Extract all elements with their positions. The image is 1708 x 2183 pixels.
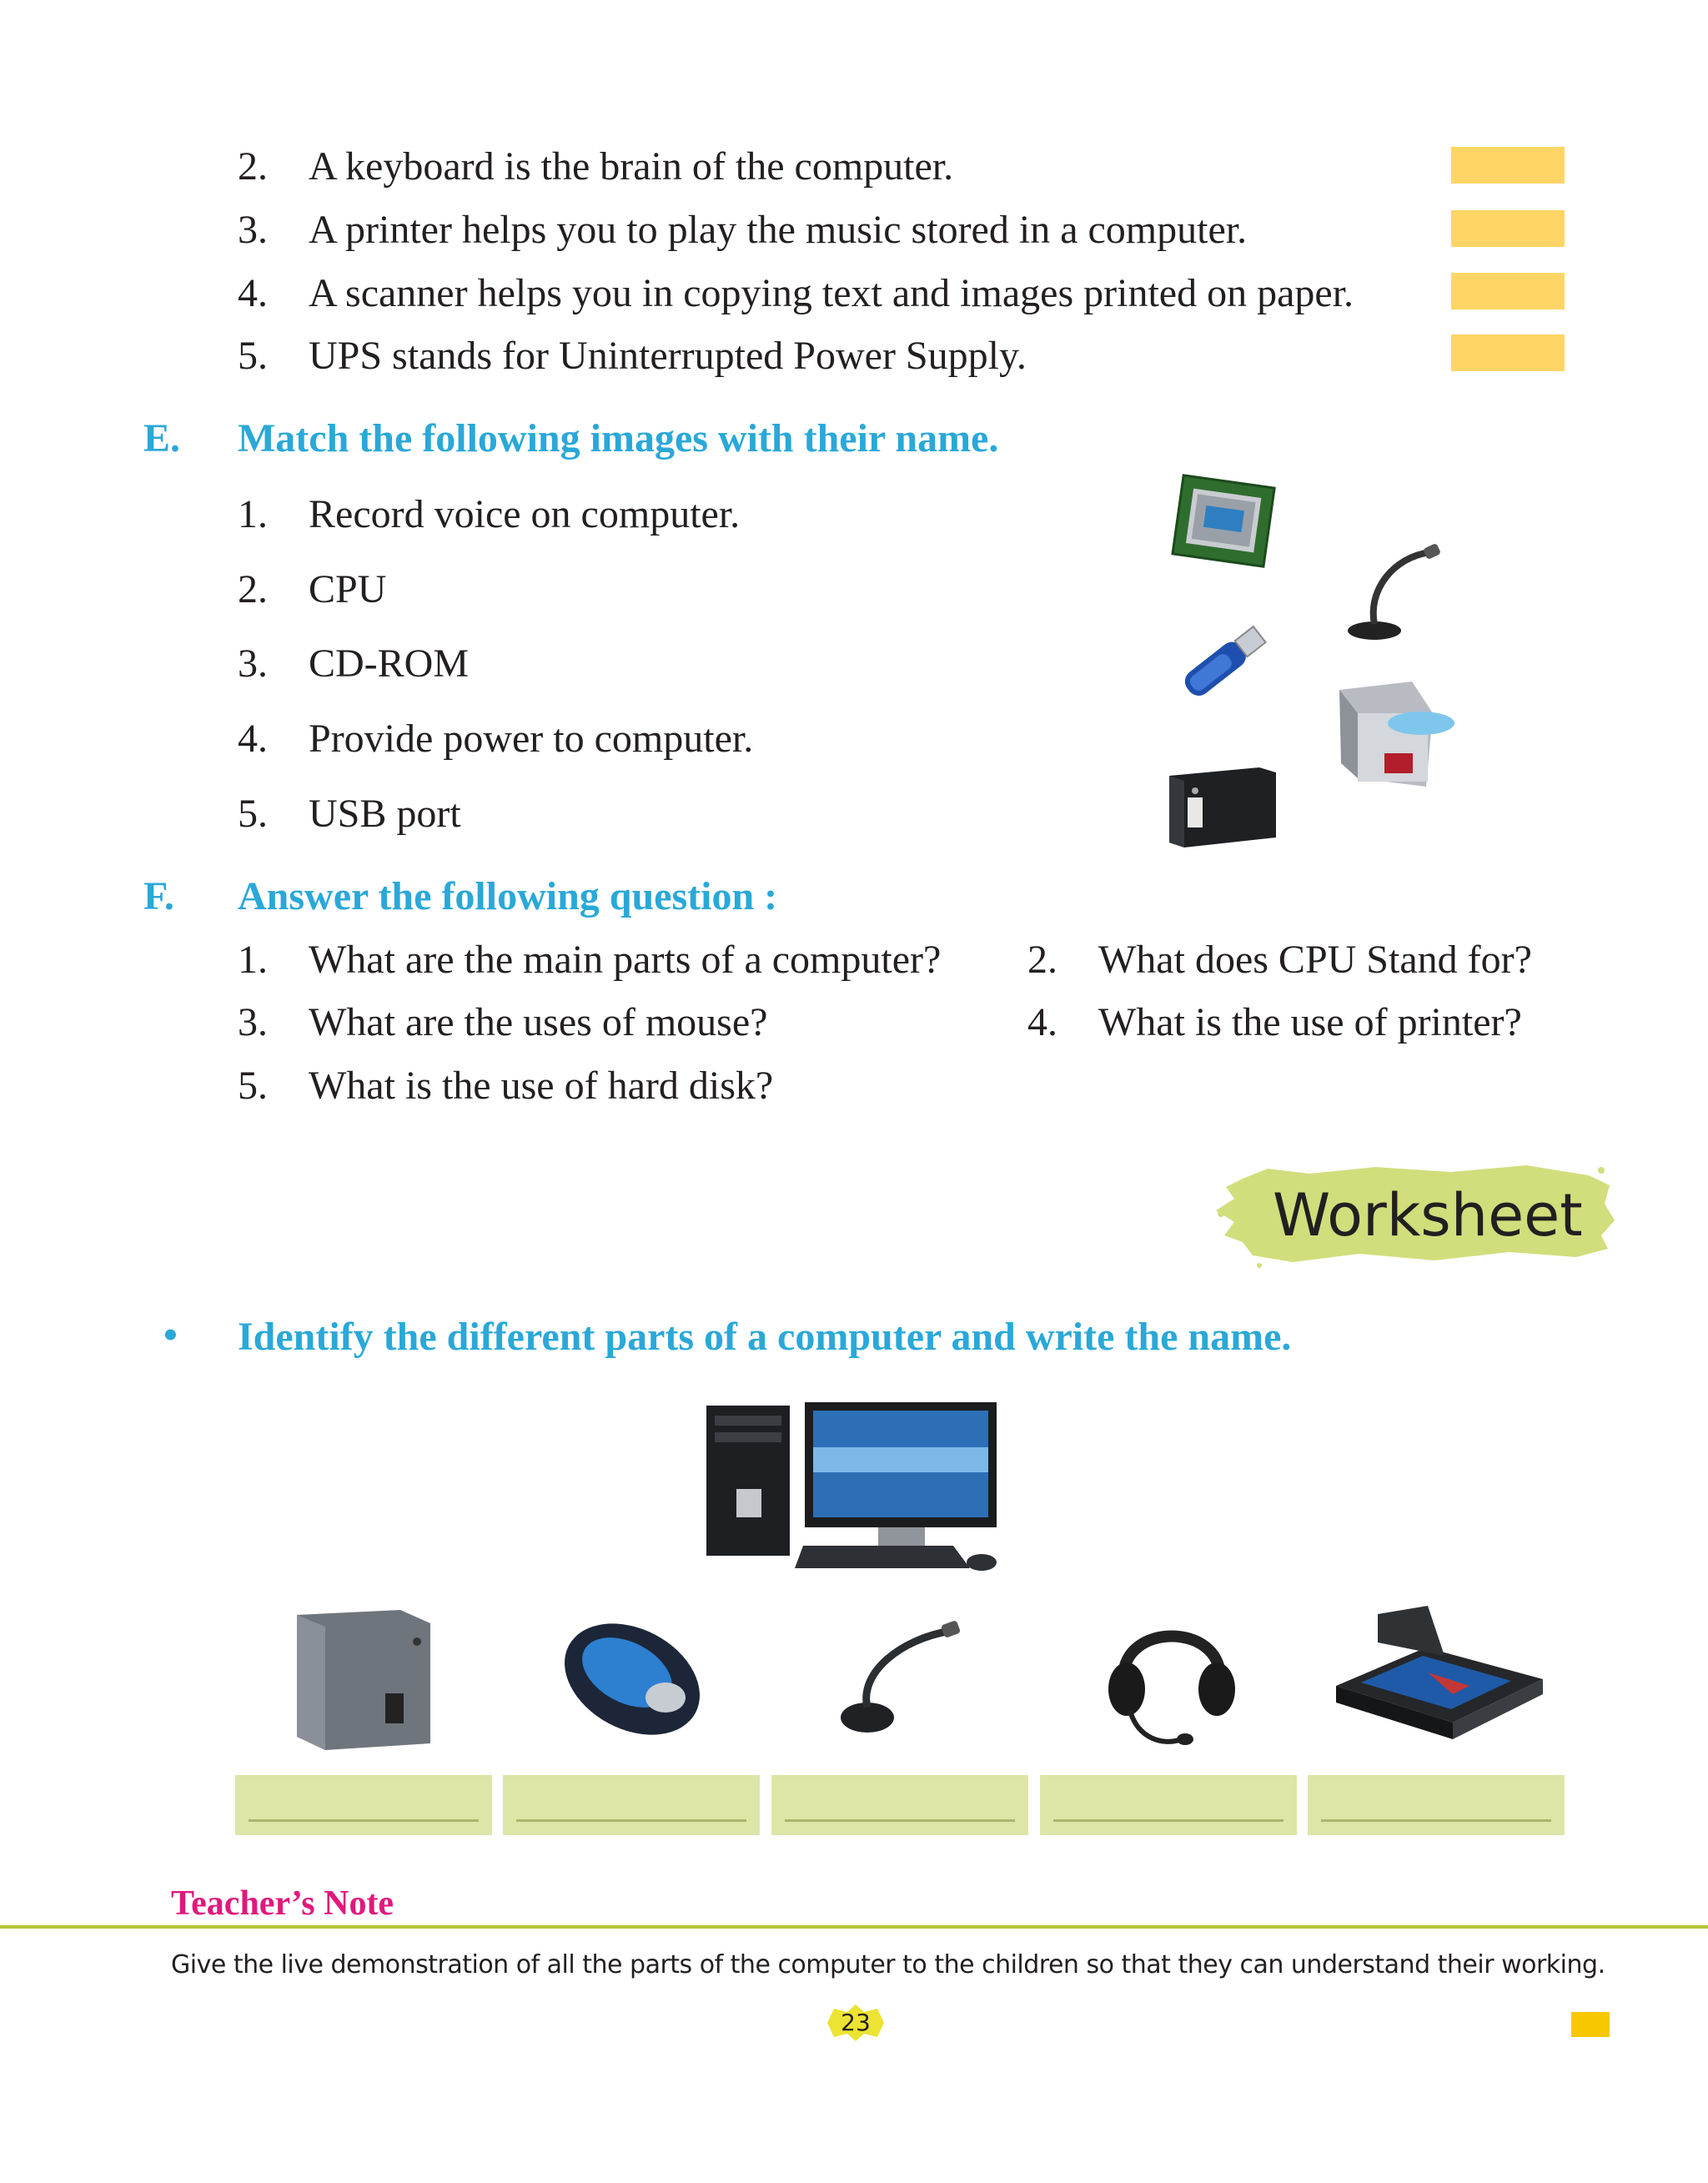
item-text: UPS stands for Uninterrupted Power Supply. [309,334,1027,378]
item-text: A keyboard is the brain of the computer. [309,144,954,189]
answer-line [1053,1819,1284,1822]
answer-box-5[interactable] [1308,1775,1565,1835]
item-text: A printer helps you to play the music stored in a computer. [309,208,1248,252]
mouse-image [557,1614,707,1739]
item-number: 5. [238,1064,268,1108]
section-e-letter: E. [143,416,181,460]
worksheet-badge: Worksheet [1273,1181,1583,1250]
worksheet-instruction: Identify the different parts of a computer and write the name. [238,1315,1292,1359]
item-text: What are the main parts of a computer? [309,938,942,982]
item-number: 3. [238,208,268,252]
answer-box-2[interactable] [503,1775,760,1835]
section-f-letter: F. [143,874,174,918]
teachers-note-text: Give the live demonstration of all the parts of the computer to the children so that they can understand their working. [171,1950,1605,1979]
item-number: 4. [238,271,268,315]
answer-box-1[interactable] [235,1775,492,1835]
item-text: CPU [309,567,387,611]
section-f-title: Answer the following question : [238,874,778,918]
answer-line [785,1819,1015,1822]
item-number: 2. [238,144,268,189]
item-number: 4. [1027,1000,1057,1044]
usb-drive-image [1172,616,1276,707]
worksheet-bullet: • [163,1313,178,1357]
item-number: 5. [238,334,268,378]
ups-image [292,1602,434,1752]
answer-line [249,1819,479,1822]
item-text: Provide power to computer. [309,717,754,761]
scanner-image [1328,1606,1545,1748]
item-text: What does CPU Stand for? [1098,938,1532,982]
item-number: 2. [1027,938,1057,982]
item-text: What is the use of printer? [1098,1000,1522,1044]
item-text: What are the uses of mouse? [309,1000,768,1044]
page-number: 23 [841,2009,871,2036]
item-number: 3. [238,1000,268,1044]
headphones-image [1105,1597,1238,1756]
desktop-computer-image [703,1397,1003,1581]
microphone-image [1343,541,1451,645]
answer-box-d3[interactable] [1451,210,1565,247]
teachers-note-rule [0,1925,1708,1929]
item-number: 3. [238,641,268,686]
item-text: USB port [309,792,461,836]
item-number: 2. [238,567,268,611]
item-text: What is the use of hard disk? [309,1064,774,1108]
answer-line [516,1819,746,1822]
answer-box-3[interactable] [771,1775,1028,1835]
answer-box-d4[interactable] [1451,273,1565,309]
teachers-note-heading: Teacher’s Note [171,1884,394,1923]
answer-box-d2[interactable] [1451,147,1565,184]
microphone-image [834,1614,967,1739]
processor-chip-image [1168,471,1280,571]
answer-box-d5[interactable] [1451,334,1565,371]
section-e-title: Match the following images with their name. [238,416,999,460]
item-text: Record voice on computer. [309,492,741,536]
answer-box-4[interactable] [1040,1775,1297,1835]
item-text: A scanner helps you in copying text and images printed on paper. [309,271,1354,315]
page-corner-marker [1571,2012,1610,2037]
item-number: 5. [238,792,268,836]
item-number: 4. [238,717,268,761]
answer-line [1321,1819,1551,1822]
item-number: 1. [238,492,268,536]
item-text: CD-ROM [309,641,470,686]
ups-image [1168,761,1280,853]
cd-drive-image [1333,680,1458,792]
item-number: 1. [238,938,268,982]
